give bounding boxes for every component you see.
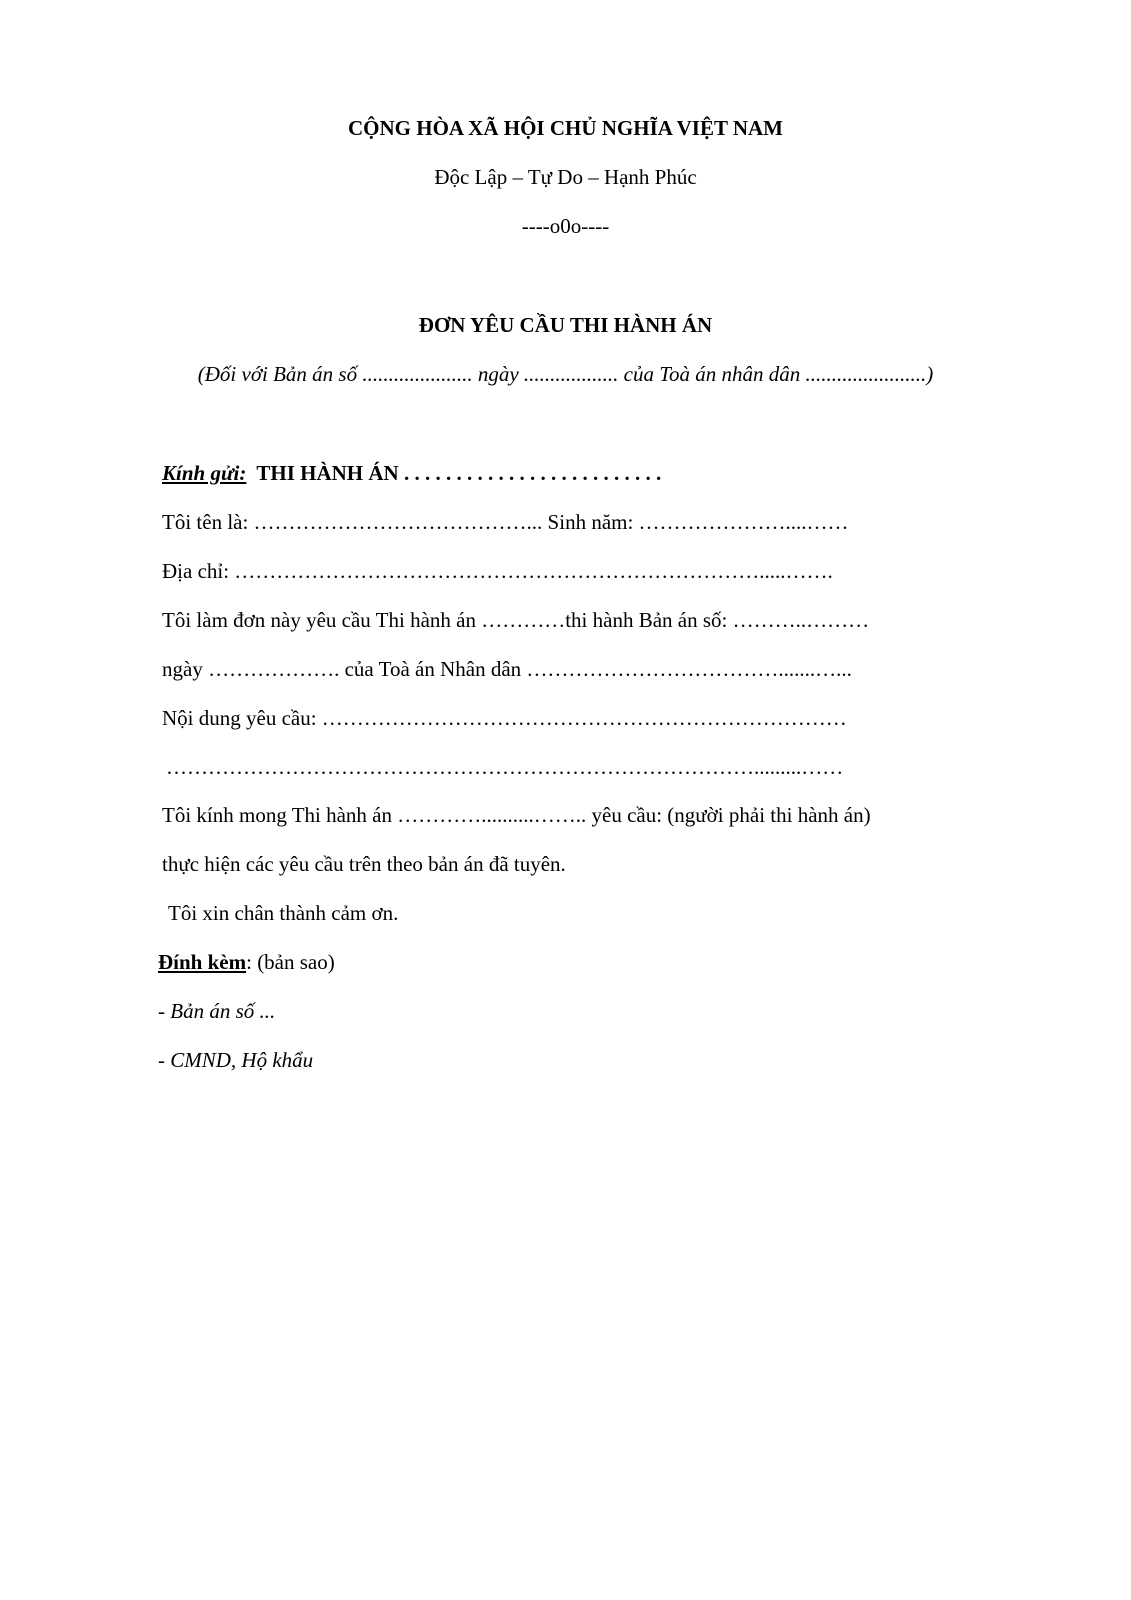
applicant-name-line: Tôi tên là: …………………………………... Sinh năm: …………………....…… <box>162 510 849 534</box>
judgment-date-line: ngày ………………. của Toà án Nhân dân ……………………………….......…... <box>162 657 852 681</box>
enforcement-line: thực hiện các yêu cầu trên theo bản án đã tuyên. <box>162 852 566 876</box>
request-statement-line: Tôi làm đơn này yêu cầu Thi hành án …………thi hành Bản án số: ………..……… <box>162 608 870 632</box>
country-heading: CỘNG HÒA XÃ HỘI CHỦ NGHĨA VIỆT NAM <box>347 116 784 140</box>
request-content-continuation: ………………………………………………………………………….........…… <box>166 755 844 779</box>
document-title: ĐƠN YÊU CẦU THI HÀNH ÁN <box>418 313 713 337</box>
heading-separator: ----o0o---- <box>521 214 610 238</box>
thanks-line: Tôi xin chân thành cảm ơn. <box>168 901 399 925</box>
recipient-label: Kính gửi: <box>162 461 247 485</box>
attachments-note: : (bản sao) <box>246 950 335 974</box>
recipient-value: THI HÀNH ÁN . . . . . . . . . . . . . . . . . . . . . . . . . <box>256 461 662 485</box>
document-subtitle: (Đối với Bản án số ..................... ngày .................. của Toà án nhân dân .......................) <box>197 362 934 386</box>
attachment-item: - CMND, Hộ khẩu <box>158 1048 314 1072</box>
petition-line: Tôi kính mong Thi hành án …………..........…….. yêu cầu: (người phải thi hành án) <box>162 803 871 827</box>
national-motto: Độc Lập – Tự Do – Hạnh Phúc <box>434 165 697 189</box>
request-content-line: Nội dung yêu cầu: ………………………………………………………………… <box>162 706 847 730</box>
address-line: Địa chỉ: ………………………………………………………………….....……. <box>162 559 833 583</box>
attachments-label: Đính kèm <box>158 950 247 974</box>
attachments-heading <box>158 950 335 974</box>
attachment-item: - Bản án số ... <box>158 999 276 1023</box>
recipient-line <box>162 461 661 485</box>
